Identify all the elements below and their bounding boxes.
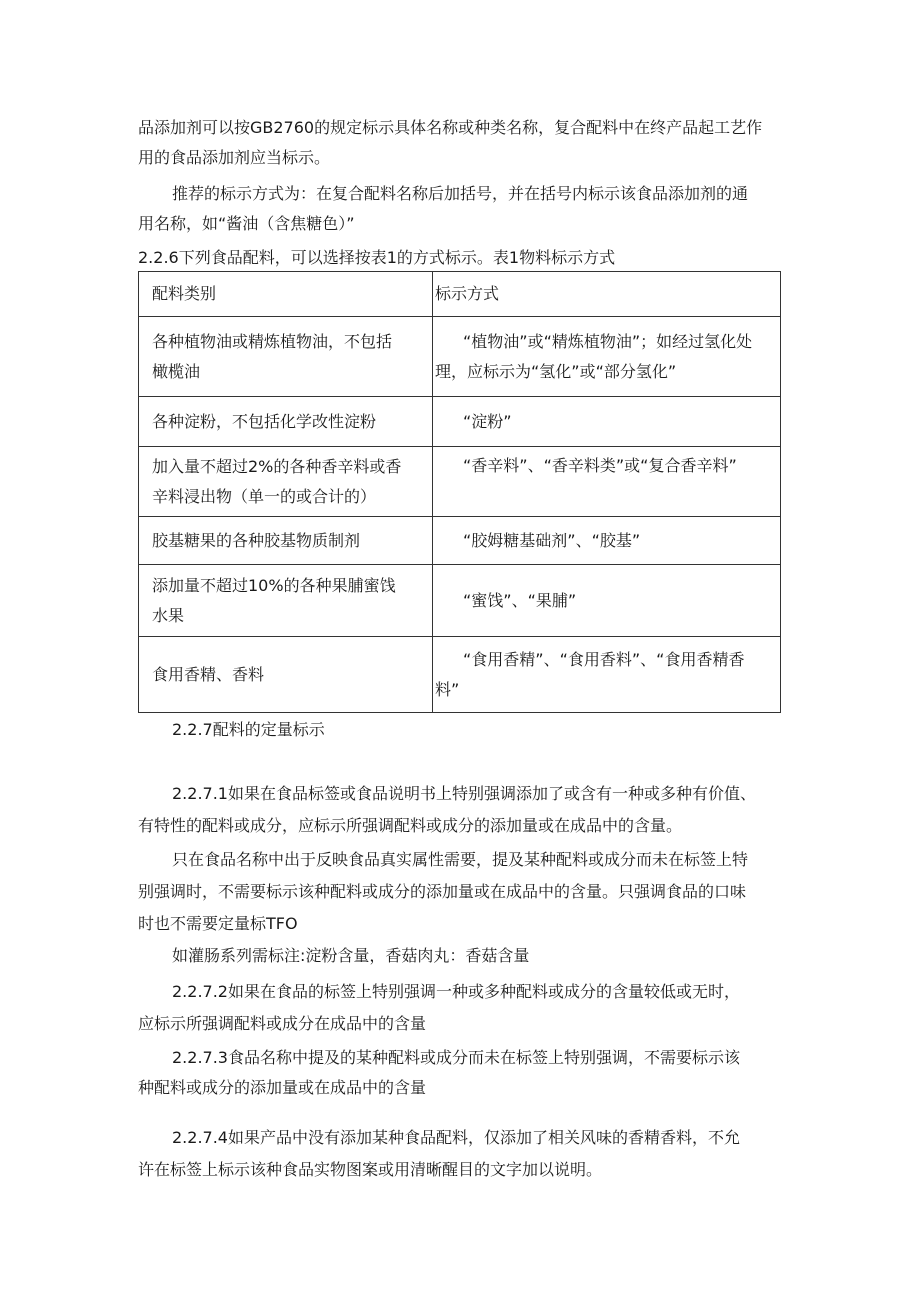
- paragraph-line: 只在食品名称中出于反映食品真实属性需要，提及某种配料或成分而未在标签上特: [172, 850, 749, 869]
- table-row: [139, 447, 781, 517]
- table-cell: 加入量不超过2%的各种香辛料或香 辛料浸出物（单一的或合计的）: [139, 447, 433, 517]
- table-cell: “胶姆糖基础剂”、“胶基”: [433, 517, 781, 565]
- paragraph-line: 别强调时，不需要标示该种配料或成分的添加量或在成品中的含量。只强调食品的口味: [138, 882, 747, 901]
- paragraph-line: 用的食品添加剂应当标示。: [138, 148, 331, 167]
- paragraph-line: 如灌肠系列需标注:淀粉含量，香菇肉丸：香菇含量: [172, 946, 530, 965]
- table-cell: “香辛料”、“香辛料类”或“复合香辛料”: [433, 447, 781, 517]
- paragraph-line: 时也不需要定量标TFO: [138, 914, 298, 933]
- paragraph-line: 用名称，如“酱油（含焦糖色）”: [138, 214, 355, 233]
- table-cell: “蜜饯”、“果脯”: [433, 565, 781, 637]
- ingredient-labeling-table: [138, 271, 781, 713]
- paragraph-line: 应标示所强调配料或成分在成品中的含量: [138, 1014, 427, 1033]
- paragraph-line: 有特性的配料或成分，应标示所强调配料或成分的添加量或在成品中的含量。: [138, 816, 683, 835]
- paragraph-line: 2.2.7.4如果产品中没有添加某种食品配料，仅添加了相关风味的香精香料，不允: [172, 1128, 740, 1147]
- table-cell: “淀粉”: [433, 397, 781, 447]
- table-cell: 胶基糖果的各种胶基物质制剂: [139, 517, 433, 565]
- paragraph-line: 品添加剂可以按GB2760的规定标示具体名称或种类名称，复合配料中在终产品起工艺作: [138, 118, 763, 137]
- table-cell: 各种植物油或精炼植物油，不包括 橄榄油: [139, 317, 433, 397]
- section-heading: 2.2.7配料的定量标示: [172, 720, 325, 739]
- table-cell: “食用香精”、“食用香料”、“食用香精香 料”: [433, 637, 781, 713]
- table-cell: “植物油”或“精炼植物油”；如经过氢化处 理，应标示为“氢化”或“部分氢化”: [433, 317, 781, 397]
- paragraph-line: 许在标签上标示该种食品实物图案或用清晰醒目的文字加以说明。: [138, 1160, 603, 1179]
- table-cell: 各种淀粉，不包括化学改性淀粉: [139, 397, 433, 447]
- paragraph-line: 2.2.7.3食品名称中提及的某种配料或成分而未在标签上特别强调，不需要标示该: [172, 1048, 740, 1067]
- paragraph-line: 种配料或成分的添加量或在成品中的含量: [138, 1078, 427, 1097]
- table-row: [139, 397, 781, 447]
- table-row: [139, 637, 781, 713]
- paragraph-line: 2.2.7.2如果在食品的标签上特别强调一种或多种配料或成分的含量较低或无时，: [172, 982, 740, 1001]
- table-row: [139, 517, 781, 565]
- section-heading: 2.2.6下列食品配料，可以选择按表1的方式标示。表1物料标示方式: [138, 248, 616, 267]
- table-row: [139, 317, 781, 397]
- table-header-cell: 配料类别: [139, 272, 433, 317]
- table-header-row: [139, 272, 781, 317]
- paragraph-line: 2.2.7.1如果在食品标签或食品说明书上特别强调添加了或含有一种或多种有价值、: [172, 784, 756, 803]
- table-cell: 添加量不超过10%的各种果脯蜜饯 水果: [139, 565, 433, 637]
- paragraph-line: 推荐的标示方式为：在复合配料名称后加括号，并在括号内标示该食品添加剂的通: [172, 184, 749, 203]
- table-cell: 食用香精、香料: [139, 637, 433, 713]
- table-row: [139, 565, 781, 637]
- table-header-cell: 标示方式: [433, 272, 781, 317]
